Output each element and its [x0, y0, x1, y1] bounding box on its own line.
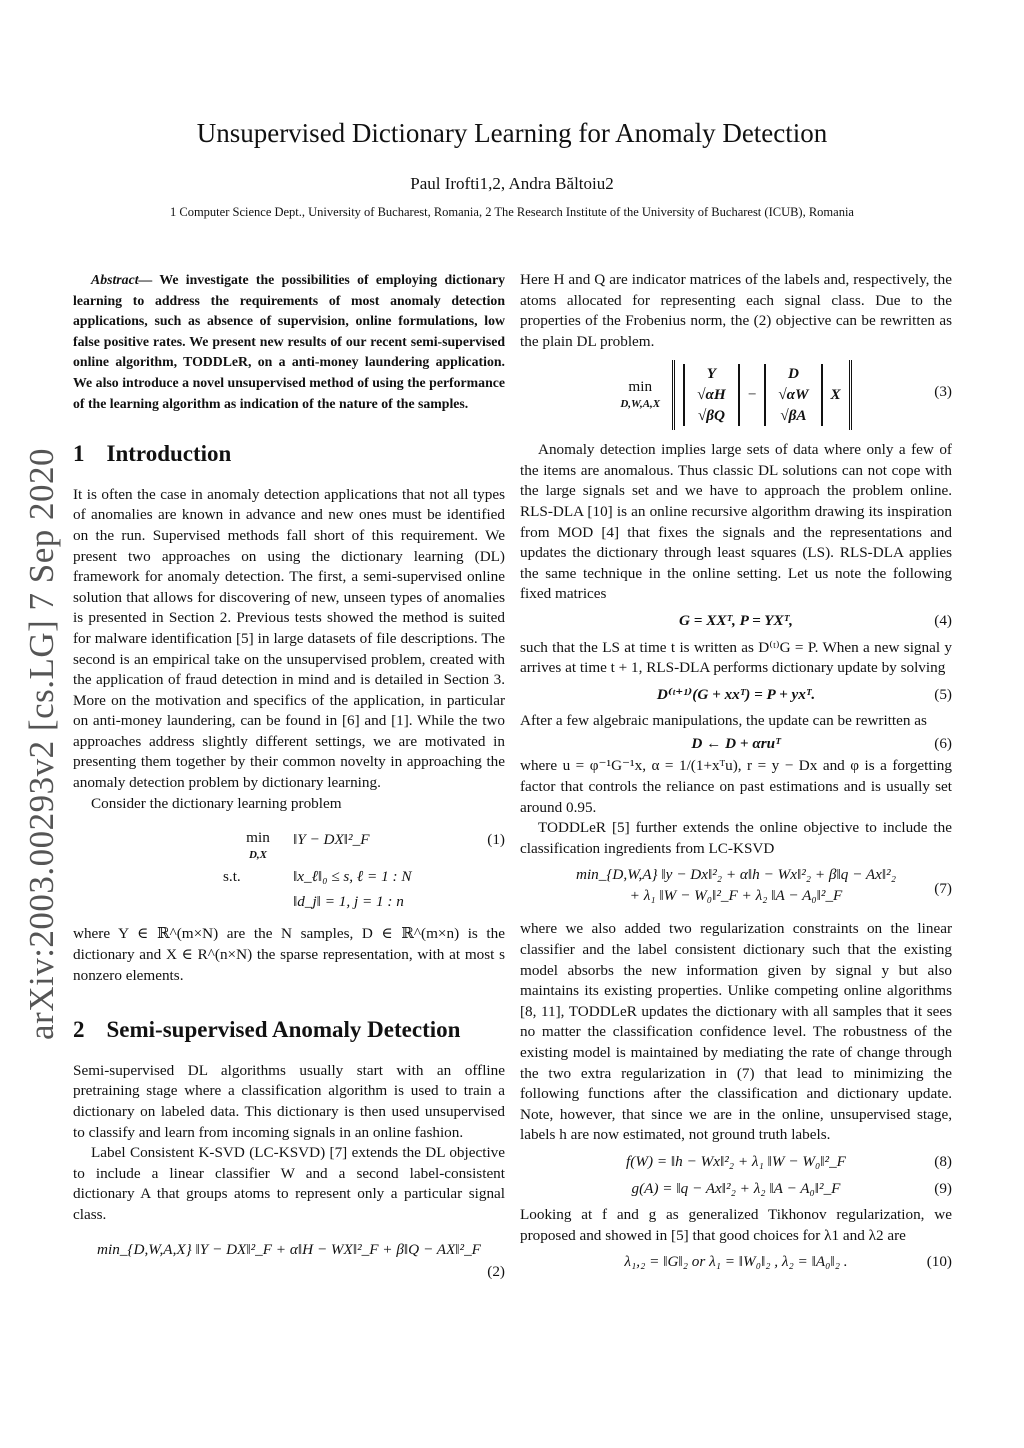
eq2-text: min_{D,W,A,X} ‖Y − DX‖²_F + α‖H − WX‖²_F + β‖Q − AX‖²_F — [97, 1240, 481, 1258]
paper-affiliation: 1 Computer Science Dept., University of Bucharest, Romania, 2 The Research Institute of the University of Bucharest (ICUB), Romania — [170, 205, 854, 219]
right-paragraph-5: where u = φ⁻¹G⁻¹x, α = 1/(1+xᵀu), r = y − Dx and φ is a forgetting factor that controls the reliance on past estimations and is usually set around 0.95. — [520, 757, 952, 816]
equation-3 — [520, 360, 952, 430]
sec2-paragraph-1: Semi-supervised DL algorithms usually start with an offline pretraining stage where a classification algorithm is used to train a dictionary on labeled data. This dictionary is then used unsupervised to classify and learn from incoming signals in an online fashion. — [73, 1061, 505, 1141]
intro-paragraph-2: Consider the dictionary learning problem — [91, 794, 342, 812]
equation-6: D ← D + αruᵀ (6) — [691, 734, 952, 752]
eq7-line-1: min_{D,W,A} ‖y − Dx‖²₂ + α‖h − Wx‖²₂ + β‖q − Ax‖²₂ — [575, 866, 897, 884]
right-paragraph-2: Anomaly detection implies large sets of data where only a few of the items are anomalous. Thus classic DL solutions can not cope with the large signals set and we have to approach the problem online. RLS-DLA [10] is an online recursive algorithm drawing its inspiration from MOD [4] that fixes the signals and the representations and updates the dictionary through least squares (LS). RLS-DLA applies the same technique in the online setting. Let us note the following fixed matrices — [520, 441, 952, 603]
equation-10: λ₁,₂ = ‖G‖₂ or λ₁ = ‖W₀‖₂ , λ₂ = ‖A₀‖₂ . (10) — [624, 1253, 952, 1271]
equation-4: G = XXᵀ, P = YXᵀ, (4) — [679, 611, 952, 629]
equation-7 — [520, 865, 952, 913]
eq3-minus: − — [747, 385, 757, 403]
right-paragraph-4: After a few algebraic manipulations, the update can be rewritten as — [520, 712, 927, 730]
section-number: 1 — [73, 441, 85, 467]
abstract-label: Abstract— — [91, 272, 153, 287]
eq2-number: (2) — [487, 1262, 505, 1280]
eq3-norm — [672, 360, 852, 430]
eq3-min: min D,W,A,X — [620, 377, 661, 410]
paper-title: Unsupervised Dictionary Learning for Anomaly Detection — [196, 118, 828, 148]
eq7-line-2: + λ₁ ‖W − W₀‖²_F + λ₂ ‖A − A₀‖²_F — [629, 887, 843, 905]
intro-paragraph-3: where Y ∈ ℝ^(m×N) are the N samples, D ∈ ℝ^(m×n) is the dictionary and X ∈ R^(n×N) the sparse representation, with at most s nonzero elements. — [73, 925, 505, 984]
section-heading-2 — [73, 1017, 505, 1043]
equation-8: f(W) = ‖h − Wx‖²₂ + λ₁ ‖W − W₀‖²_F (8) — [626, 1152, 952, 1170]
eq1-min: min D,X — [246, 829, 270, 862]
eq3-right-matrix: D √αW √βA — [764, 364, 822, 426]
eq3-left-matrix: Y √αH √βQ — [683, 364, 740, 426]
section-title: Introduction — [106, 441, 232, 467]
equation-5: D⁽ᵗ⁺¹⁾(G + xxᵀ) = P + yxᵀ. (5) — [656, 685, 952, 703]
intro-paragraph-1: It is often the case in anomaly detection applications that not all types of anomalies are known in advance and new ones must be identified on the run. Supervised methods fall short of this requirement. We present two approaches on using the dictionary learning (DL) framework for anomaly detection. The first, a semi-supervised online solution that allows for discovering of new, unseen types of anomalies is presented in Section 2. Previous tests showed the method is suited for malware identification [5] in large datasets of file descriptions. The second is an empirical take on the unsupervised problem, created with the application of fraud detection in mind and is detailed in Section 3. More on the motivation and specifics of the application, in particular on anti-money laundering, can be found in [6] and [1]. While the two approaches address slightly different settings, we are motivated in presenting them together by their common novelty in approaching the anomaly detection problem by dictionary learning. — [73, 485, 505, 792]
left-column — [73, 270, 505, 1290]
right-paragraph-6: TODDLeR [5] further extends the online objective to include the classification ingredients from LC-KSVD — [520, 819, 952, 857]
right-paragraph-8: Looking at f and g as generalized Tikhonov regularization, we proposed and showed in [5] that good choices for λ1 and λ2 are — [520, 1206, 952, 1244]
section-heading-1 — [73, 441, 505, 467]
eq7-number: (7) — [934, 880, 952, 898]
right-paragraph-1: Here H and Q are indicator matrices of the labels and, respectively, the atoms allocated for representing each signal class. Due to the properties of the Frobenius norm, the (2) objective can be rewritten as the plain DL problem. — [520, 271, 952, 350]
eq3-number: (3) — [934, 383, 952, 401]
sec2-paragraph-2: Label Consistent K-SVD (LC-KSVD) [7] extends the DL objective to include a linear classifier W and a second label-consistent dictionary A that groups atoms to represent only a particular signal class. — [73, 1144, 505, 1223]
eq1-number: (1) — [487, 831, 505, 849]
eq1-objective: ‖Y − DX‖²_F — [293, 831, 370, 849]
right-paragraph-7: where we also added two regularization constraints on the linear classifier and the label consistent dictionary such that the existing model absorbs the new information given by signal y but also maintains its existing properties. Unlike competing online algorithms [8, 11], TODDLeR updates the dictionary with all samples that it sees no matter the classification confidence level. The robustness of the existing model is maintained by mediating the rate of change through the two extra regularization in (7) that lead to minimizing the following functions after the classification and dictionary update. Note, however, that since we are in the online, unsupervised stage, labels h are now estimated, not ground truth labels. — [520, 920, 952, 1144]
section-title: Semi-supervised Anomaly Detection — [106, 1017, 461, 1043]
eq1-st: s.t. — [223, 868, 241, 886]
equation-1 — [73, 828, 505, 914]
equation-9: g(A) = ‖q − Ax‖²₂ + λ₂ ‖A − A₀‖²_F (9) — [631, 1179, 952, 1197]
section-number: 2 — [73, 1017, 85, 1043]
paper-authors: Paul Irofti1,2, Andra Băltoiu2 — [410, 174, 614, 193]
eq3-x: X — [830, 385, 841, 403]
equation-2 — [73, 1240, 505, 1284]
abstract-text: We investigate the possibilities of employing dictionary learning to address the requirements of most anomaly detection applications, such as absence of supervision, online formulations, low false positive rates. We present new results of our recent semi-supervised online algorithm, TODDLeR, on a anti-money laundering application. We also introduce a novel unsupervised method of using the performance of the learning algorithm as indication of the nature of the samples. — [73, 272, 505, 411]
abstract — [73, 270, 505, 414]
arxiv-stamp: arXiv:2003.00293v2 [cs.LG] 7 Sep 2020 — [22, 447, 61, 1040]
eq1-constraint-2: ‖d_j‖ = 1, j = 1 : n — [293, 892, 404, 910]
right-paragraph-3: such that the LS at time t is written as D⁽ᵗ⁾G = P. When a new signal y arrives at time t + 1, RLS-DLA performs dictionary update by solving — [520, 638, 952, 677]
eq1-constraint-1: ‖x_ℓ‖₀ ≤ s, ℓ = 1 : N — [293, 868, 412, 886]
right-column — [520, 270, 952, 1279]
